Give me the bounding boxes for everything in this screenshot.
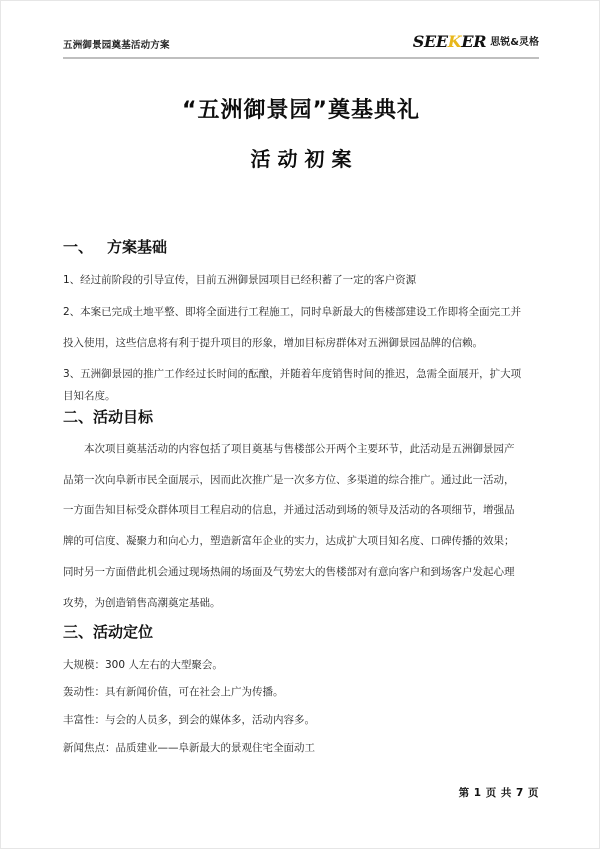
body-line: 一方面告知目标受众群体项目工程启动的信息，并通过活动到场的领导及活动的各项细节，增强品 bbox=[63, 504, 515, 516]
section-heading-2 bbox=[63, 406, 153, 427]
logo-wordmark-part2: ER bbox=[461, 32, 487, 51]
page-content bbox=[63, 1, 539, 850]
section-heading-3 bbox=[63, 621, 153, 642]
header-divider-rule bbox=[63, 57, 539, 59]
body-line: 大规模：300 人左右的大型聚会。 bbox=[63, 659, 223, 671]
running-header bbox=[63, 32, 539, 59]
body-line: 丰富性：与会的人员多，到会的媒体多，活动内容多。 bbox=[63, 714, 315, 726]
section-index-2: 二、 bbox=[63, 408, 94, 426]
page-number-footer: 第 1 页 共 7 页 bbox=[458, 787, 539, 799]
document-main-title: “五洲御景园”奠基典礼 bbox=[182, 98, 420, 123]
logo-wordmark-accent: K bbox=[447, 32, 462, 51]
section-title-1: 方案基础 bbox=[107, 238, 168, 256]
logo-chinese-name: 思锐&灵格 bbox=[490, 37, 539, 48]
body-line: 同时另一方面借此机会通过现场热闹的场面及气势宏大的售楼部对有意向客户和到场客户发起心理 bbox=[63, 566, 515, 578]
body-line: 牌的可信度、凝聚力和向心力，塑造新富年企业的实力，达成扩大项目知名度、口碑传播的效果； bbox=[63, 535, 515, 547]
body-line: 1、经过前阶段的引导宣传，目前五洲御景园项目已经积蓄了一定的客户资源 bbox=[63, 274, 417, 286]
body-line: 2、本案已完成土地平整、即将全面进行工程施工，同时阜新最大的售楼部建设工作即将全面完工并 bbox=[63, 306, 522, 318]
section-title-3: 活动定位 bbox=[93, 623, 154, 641]
running-header-title: 五洲御景园奠基活动方案 bbox=[63, 40, 170, 51]
body-line: 本次项目奠基活动的内容包括了项目奠基与售楼部公开两个主要环节，此活动是五洲御景园产 bbox=[84, 443, 515, 455]
logo-wordmark bbox=[413, 34, 487, 50]
body-line: 攻势，为创造销售高潮奠定基础。 bbox=[63, 597, 221, 609]
body-line: 投入使用，这些信息将有利于提升项目的形象，增加目标房群体对五洲御景园品牌的信赖。 bbox=[63, 337, 483, 349]
section-index-1: 一、 bbox=[63, 238, 94, 256]
company-logo bbox=[413, 34, 539, 50]
document-subtitle: 活动初案 bbox=[250, 147, 359, 171]
body-line: 3、五洲御景园的推广工作经过长时间的酝酿，并随着年度销售时间的推迟，急需全面展开，扩大项 bbox=[63, 368, 522, 380]
body-line: 轰动性：具有新闻价值，可在社会上广为传播。 bbox=[63, 686, 284, 698]
section-heading-1 bbox=[63, 236, 167, 257]
body-line: 目知名度。 bbox=[63, 390, 116, 402]
section-title-2: 活动目标 bbox=[93, 408, 154, 426]
body-line: 品第一次向阜新市民全面展示，因而此次推广是一次多方位、多渠道的综合推广。通过此一活动， bbox=[63, 474, 515, 486]
logo-wordmark-part1: SEE bbox=[412, 32, 448, 51]
section-index-3: 三、 bbox=[63, 623, 94, 641]
body-line: 新闻焦点：品质建业——阜新最大的景观住宅全面动工 bbox=[63, 742, 315, 754]
